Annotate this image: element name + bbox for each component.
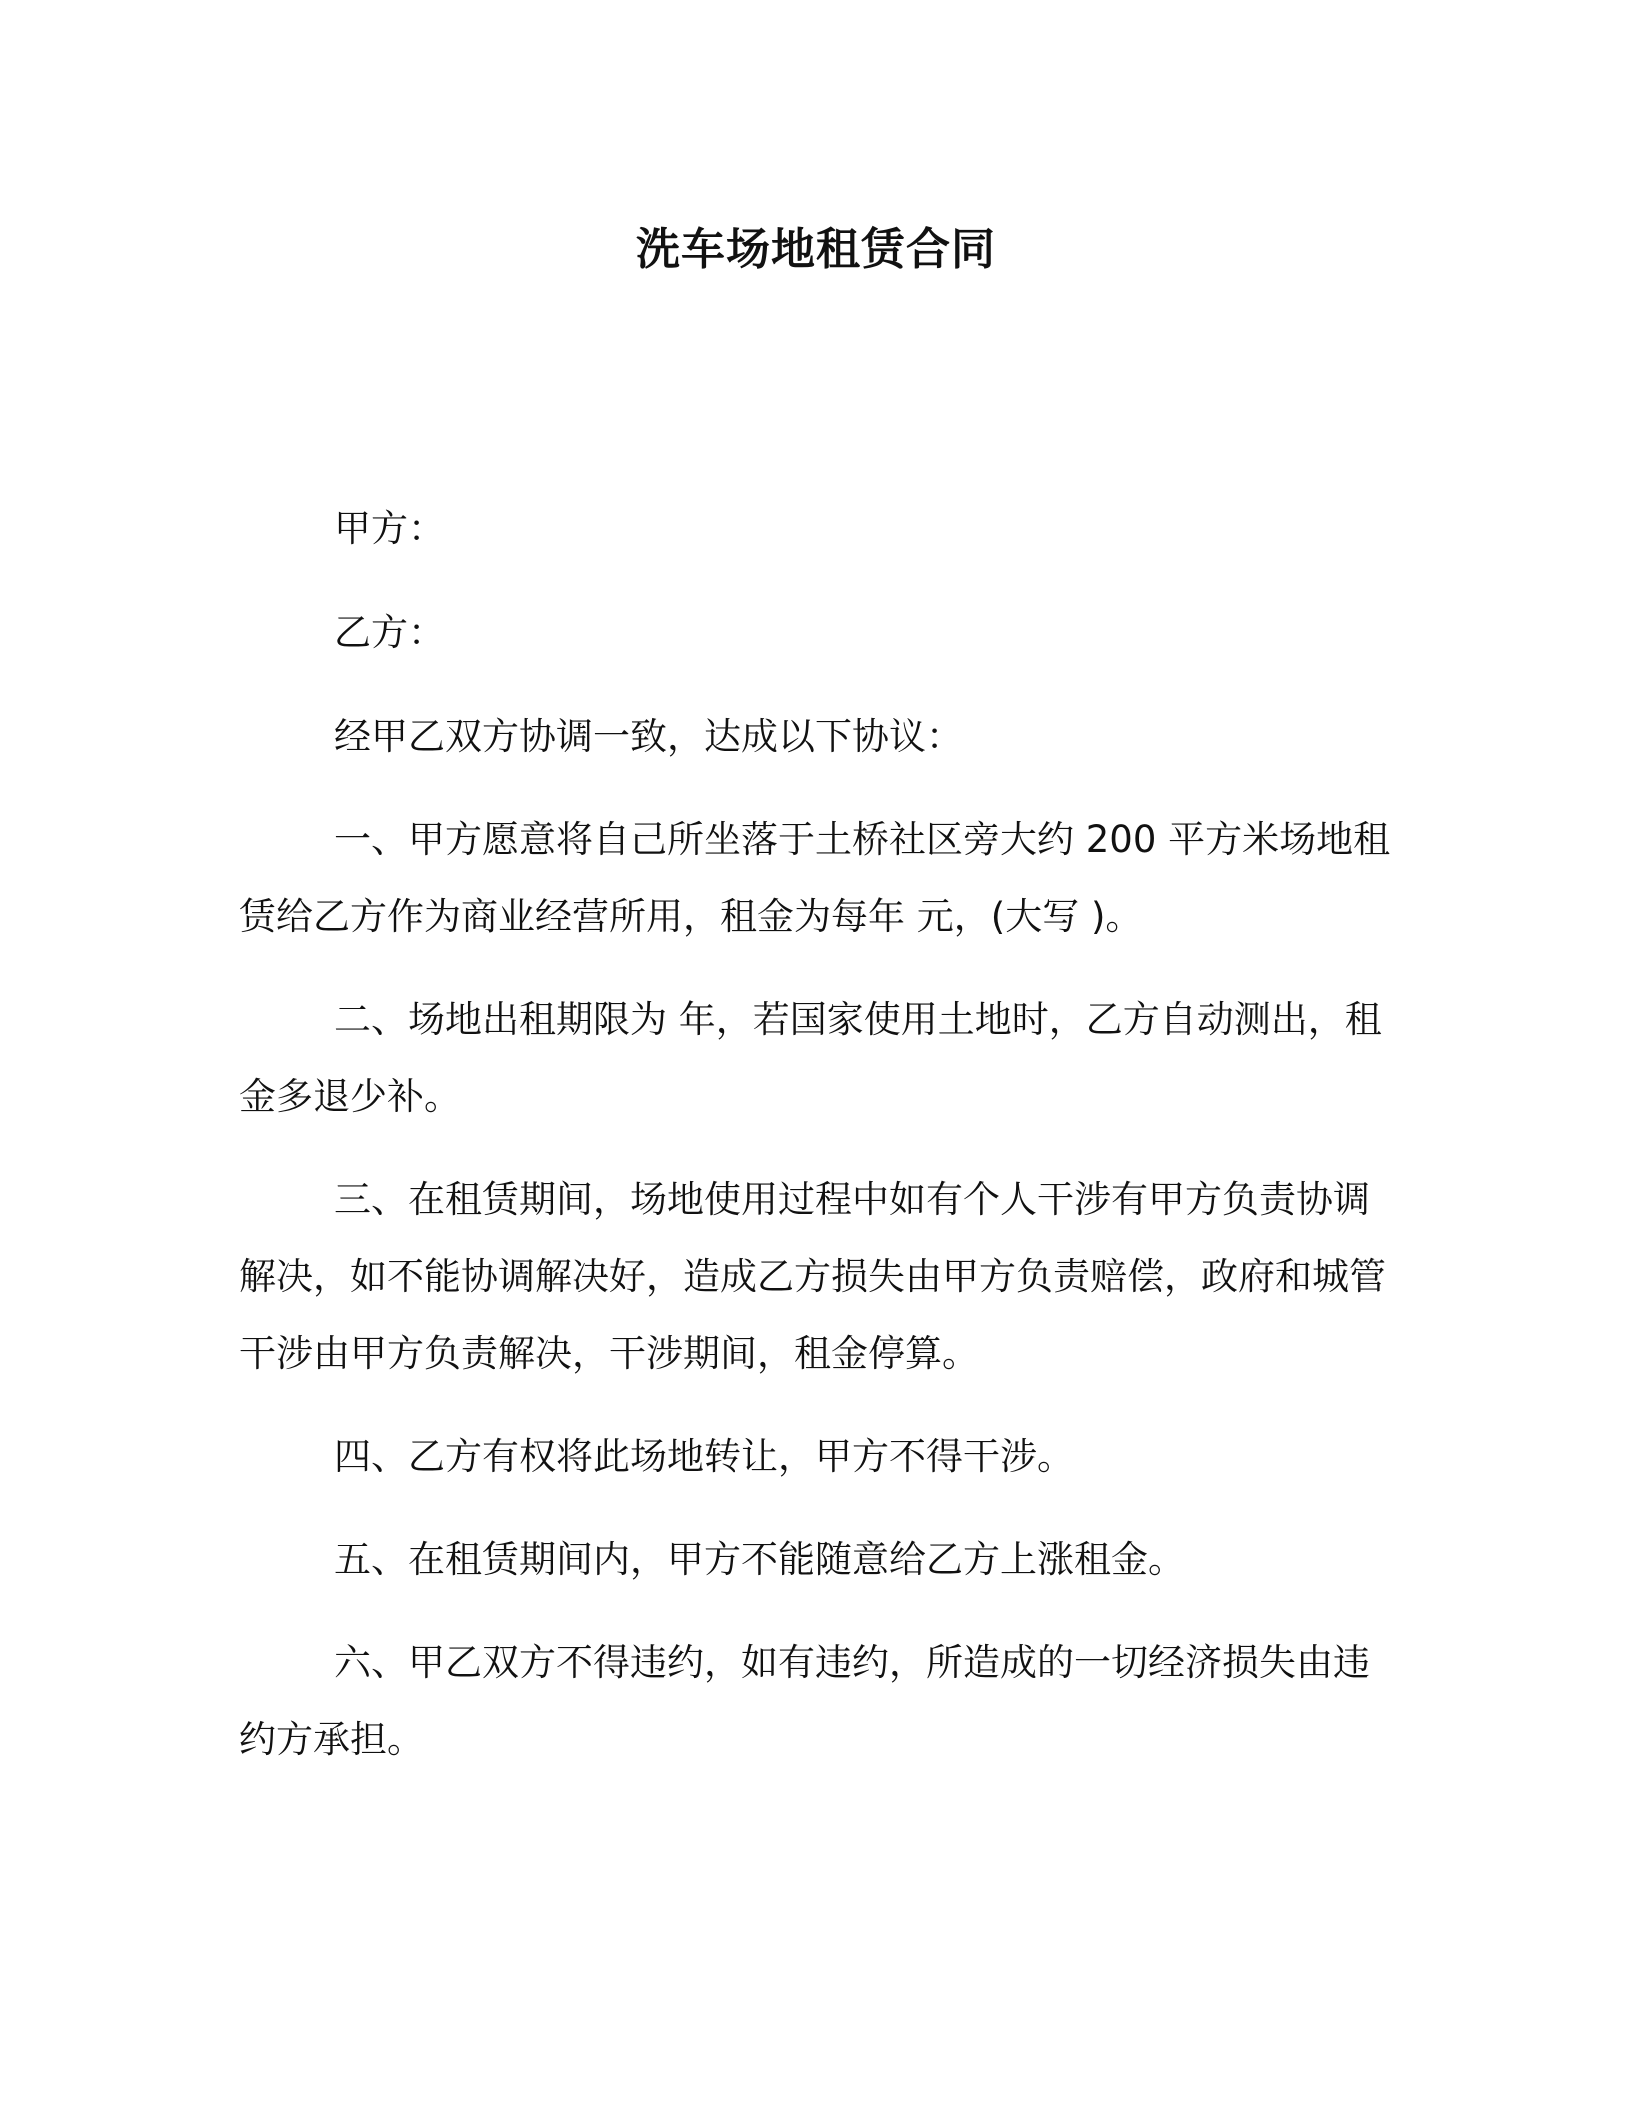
party-a-line: 甲方： — [334, 507, 445, 550]
clause-1: 一、甲方愿意将自己所坐落于土桥社区旁大约 200 平方米场地租赁给乙方作为商业经营所用，租金为每年 元，(大写 )。 — [239, 818, 1391, 938]
party-b-line: 乙方： — [334, 611, 445, 654]
clause-5: 五、在租赁期间内，甲方不能随意给乙方上涨租金。 — [334, 1538, 1185, 1581]
clause-3: 三、在租赁期间，场地使用过程中如有个人干涉有甲方负责协调解决，如不能协调解决好，造成乙方损失由甲方负责赔偿，政府和城管干涉由甲方负责解决，干涉期间，租金停算。 — [239, 1178, 1386, 1375]
agreement-intro: 经甲乙双方协调一致，达成以下协议： — [334, 715, 963, 758]
document-title: 洗车场地租赁合同 — [636, 224, 996, 275]
clause-2: 二、场地出租期限为 年，若国家使用土地时，乙方自动测出，租金多退少补。 — [239, 998, 1382, 1118]
clause-6: 六、甲乙双方不得违约，如有违约，所造成的一切经济损失由违约方承担。 — [239, 1641, 1370, 1761]
document-body — [239, 490, 1401, 1804]
clause-4: 四、乙方有权将此场地转让，甲方不得干涉。 — [334, 1435, 1074, 1478]
